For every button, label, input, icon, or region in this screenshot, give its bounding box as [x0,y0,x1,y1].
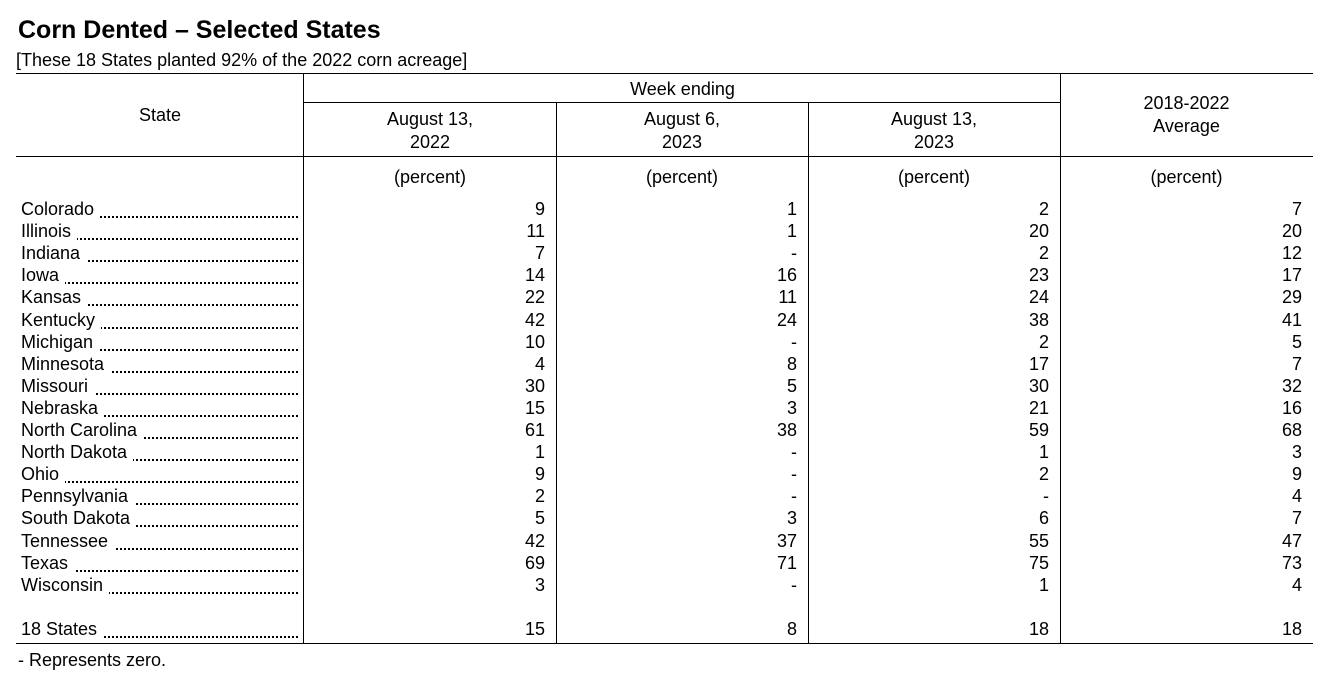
total-state-label: 18 States [21,619,103,639]
rule-top [16,73,1313,74]
value-col-2: - [791,243,797,264]
value-col-4: 47 [1281,530,1302,551]
table-row [0,331,1330,353]
value-col-1: 15 [524,397,545,418]
state-cell [21,485,298,507]
state-name: Indiana [21,243,86,263]
total-state-cell [21,618,298,640]
value-col-1: 10 [524,331,545,352]
table-row [0,530,1330,552]
value-col-2: - [791,331,797,352]
value-col-3: 75 [1028,552,1049,573]
value-col-4: 7 [1291,508,1302,529]
value-col-4: 7 [1291,353,1302,374]
value-col-4: 32 [1281,375,1302,396]
state-cell [21,463,298,485]
value-col-3: 23 [1028,265,1049,286]
rule-bottom [16,643,1313,644]
table-row [0,242,1330,264]
total-value-col-1: 15 [524,619,545,639]
value-col-2: 11 [778,287,797,308]
value-col-3: 6 [1038,508,1049,529]
state-cell [21,507,298,529]
state-cell [21,353,298,375]
state-name: North Dakota [21,442,133,462]
state-name: North Carolina [21,420,143,440]
value-col-3: 2 [1038,243,1049,264]
value-col-2: 5 [786,375,797,396]
value-col-2: 38 [776,420,797,440]
table-row [0,574,1330,596]
value-col-1: 30 [524,375,545,396]
table-row [0,198,1330,220]
state-cell [21,441,298,463]
value-col-4: 41 [1281,309,1302,330]
value-col-3: 38 [1028,309,1049,330]
header-col-3-line2: 2023 [913,132,955,152]
state-name: Minnesota [21,354,110,374]
value-col-1: 42 [524,530,545,551]
header-col-2-line1: August 6, [643,109,721,129]
value-col-4: 16 [1281,397,1302,418]
table-row [0,286,1330,308]
total-row [0,618,1330,640]
state-cell [21,552,298,574]
table-row [0,552,1330,574]
state-name: Tennessee [21,531,114,551]
state-name: Iowa [21,265,65,285]
state-name: Nebraska [21,398,104,418]
value-col-2: 8 [786,353,797,374]
header-col-4-line1: 2018-2022 [1143,93,1230,113]
value-col-1: 42 [524,309,545,330]
value-col-3: 24 [1028,287,1049,308]
state-cell [21,242,298,264]
header-col-1-line1: August 13, [386,109,474,129]
unit-col-4: (percent) [1150,167,1223,187]
header-state: State [138,105,182,125]
table-row [0,397,1330,419]
value-col-1: 1 [534,442,545,463]
value-col-1: 3 [534,574,545,595]
rule-week-ending [304,102,1061,103]
value-col-2: 1 [786,199,797,219]
value-col-1: 9 [534,199,545,219]
header-col-3-line1: August 13, [890,109,978,129]
state-cell [21,198,298,220]
value-col-2: 16 [776,265,797,286]
state-name: Missouri [21,376,94,396]
value-col-1: 9 [534,464,545,485]
state-name: Kentucky [21,310,101,330]
header-col-2 [556,108,808,154]
rule-header-bottom [16,156,1313,157]
value-col-4: 5 [1291,331,1302,352]
value-col-2: 37 [776,530,797,551]
total-value-col-2: 8 [786,619,797,639]
value-col-3: 17 [1028,353,1049,374]
value-col-2: 3 [786,508,797,529]
table-row [0,220,1330,242]
header-col-2-line2: 2023 [661,132,703,152]
value-col-3: 2 [1038,464,1049,485]
state-cell [21,574,298,596]
value-col-1: 11 [526,221,545,242]
state-cell [21,397,298,419]
state-name: Pennsylvania [21,486,134,506]
value-col-3: 2 [1038,199,1049,219]
value-col-2: 71 [776,552,797,573]
header-week-ending: Week ending [630,79,735,99]
header-col-1-line2: 2022 [409,132,451,152]
value-col-4: 4 [1291,486,1302,507]
value-col-4: 20 [1281,221,1302,242]
state-cell [21,309,298,331]
unit-col-1: (percent) [393,167,467,187]
table-row [0,353,1330,375]
state-name: Illinois [21,221,77,241]
value-col-4: 3 [1291,442,1302,463]
state-name: Texas [21,553,74,573]
value-col-1: 5 [534,508,545,529]
value-col-2: - [791,442,797,463]
state-cell [21,419,298,441]
table-subtitle: [These 18 States planted 92% of the 2022 corn acreage] [16,50,468,70]
footnote: - Represents zero. [18,650,167,670]
value-col-4: 4 [1291,574,1302,595]
state-cell [21,286,298,308]
header-col-4 [1060,92,1313,138]
value-col-1: 22 [524,287,545,308]
state-name: Michigan [21,332,99,352]
value-col-4: 7 [1291,199,1302,219]
total-value-col-3: 18 [1028,619,1049,639]
table-row [0,375,1330,397]
unit-col-2: (percent) [645,167,719,187]
state-cell [21,331,298,353]
table-title: Corn Dented – Selected States [18,16,381,44]
header-col-1 [304,108,556,154]
value-col-3: 55 [1028,530,1049,551]
value-col-3: - [1043,486,1049,507]
value-col-3: 30 [1028,375,1049,396]
value-col-4: 73 [1281,552,1302,573]
state-name: Kansas [21,287,87,307]
value-col-4: 17 [1281,265,1302,286]
value-col-3: 1 [1038,574,1049,595]
value-col-2: 24 [776,309,797,330]
table-row [0,485,1330,507]
value-col-2: - [791,464,797,485]
value-col-2: 3 [786,397,797,418]
table-row [0,441,1330,463]
state-name: Colorado [21,199,100,219]
total-value-col-4: 18 [1281,619,1302,639]
unit-col-3: (percent) [897,167,971,187]
value-col-2: 1 [786,221,797,242]
value-col-1: 4 [534,353,545,374]
state-name: Wisconsin [21,575,109,595]
value-col-1: 61 [524,420,545,440]
value-col-4: 9 [1291,464,1302,485]
value-col-1: 69 [524,552,545,573]
value-col-1: 7 [534,243,545,264]
state-cell [21,220,298,242]
table-row [0,507,1330,529]
value-col-3: 59 [1028,420,1049,440]
table-row [0,309,1330,331]
header-col-4-line2: Average [1153,116,1220,136]
state-cell [21,375,298,397]
table-row [0,264,1330,286]
state-cell [21,530,298,552]
table-row [0,419,1330,441]
value-col-3: 1 [1038,442,1049,463]
value-col-4: 29 [1281,287,1302,308]
value-col-3: 21 [1028,397,1049,418]
value-col-1: 2 [534,486,545,507]
state-name: South Dakota [21,508,136,528]
table-row [0,463,1330,485]
value-col-1: 14 [524,265,545,286]
header-col-3 [808,108,1060,154]
value-col-4: 12 [1281,243,1302,264]
value-col-3: 2 [1038,331,1049,352]
state-name: Ohio [21,464,65,484]
state-cell [21,264,298,286]
value-col-2: - [791,574,797,595]
value-col-4: 68 [1281,420,1302,440]
value-col-2: - [791,486,797,507]
value-col-3: 20 [1028,221,1049,242]
